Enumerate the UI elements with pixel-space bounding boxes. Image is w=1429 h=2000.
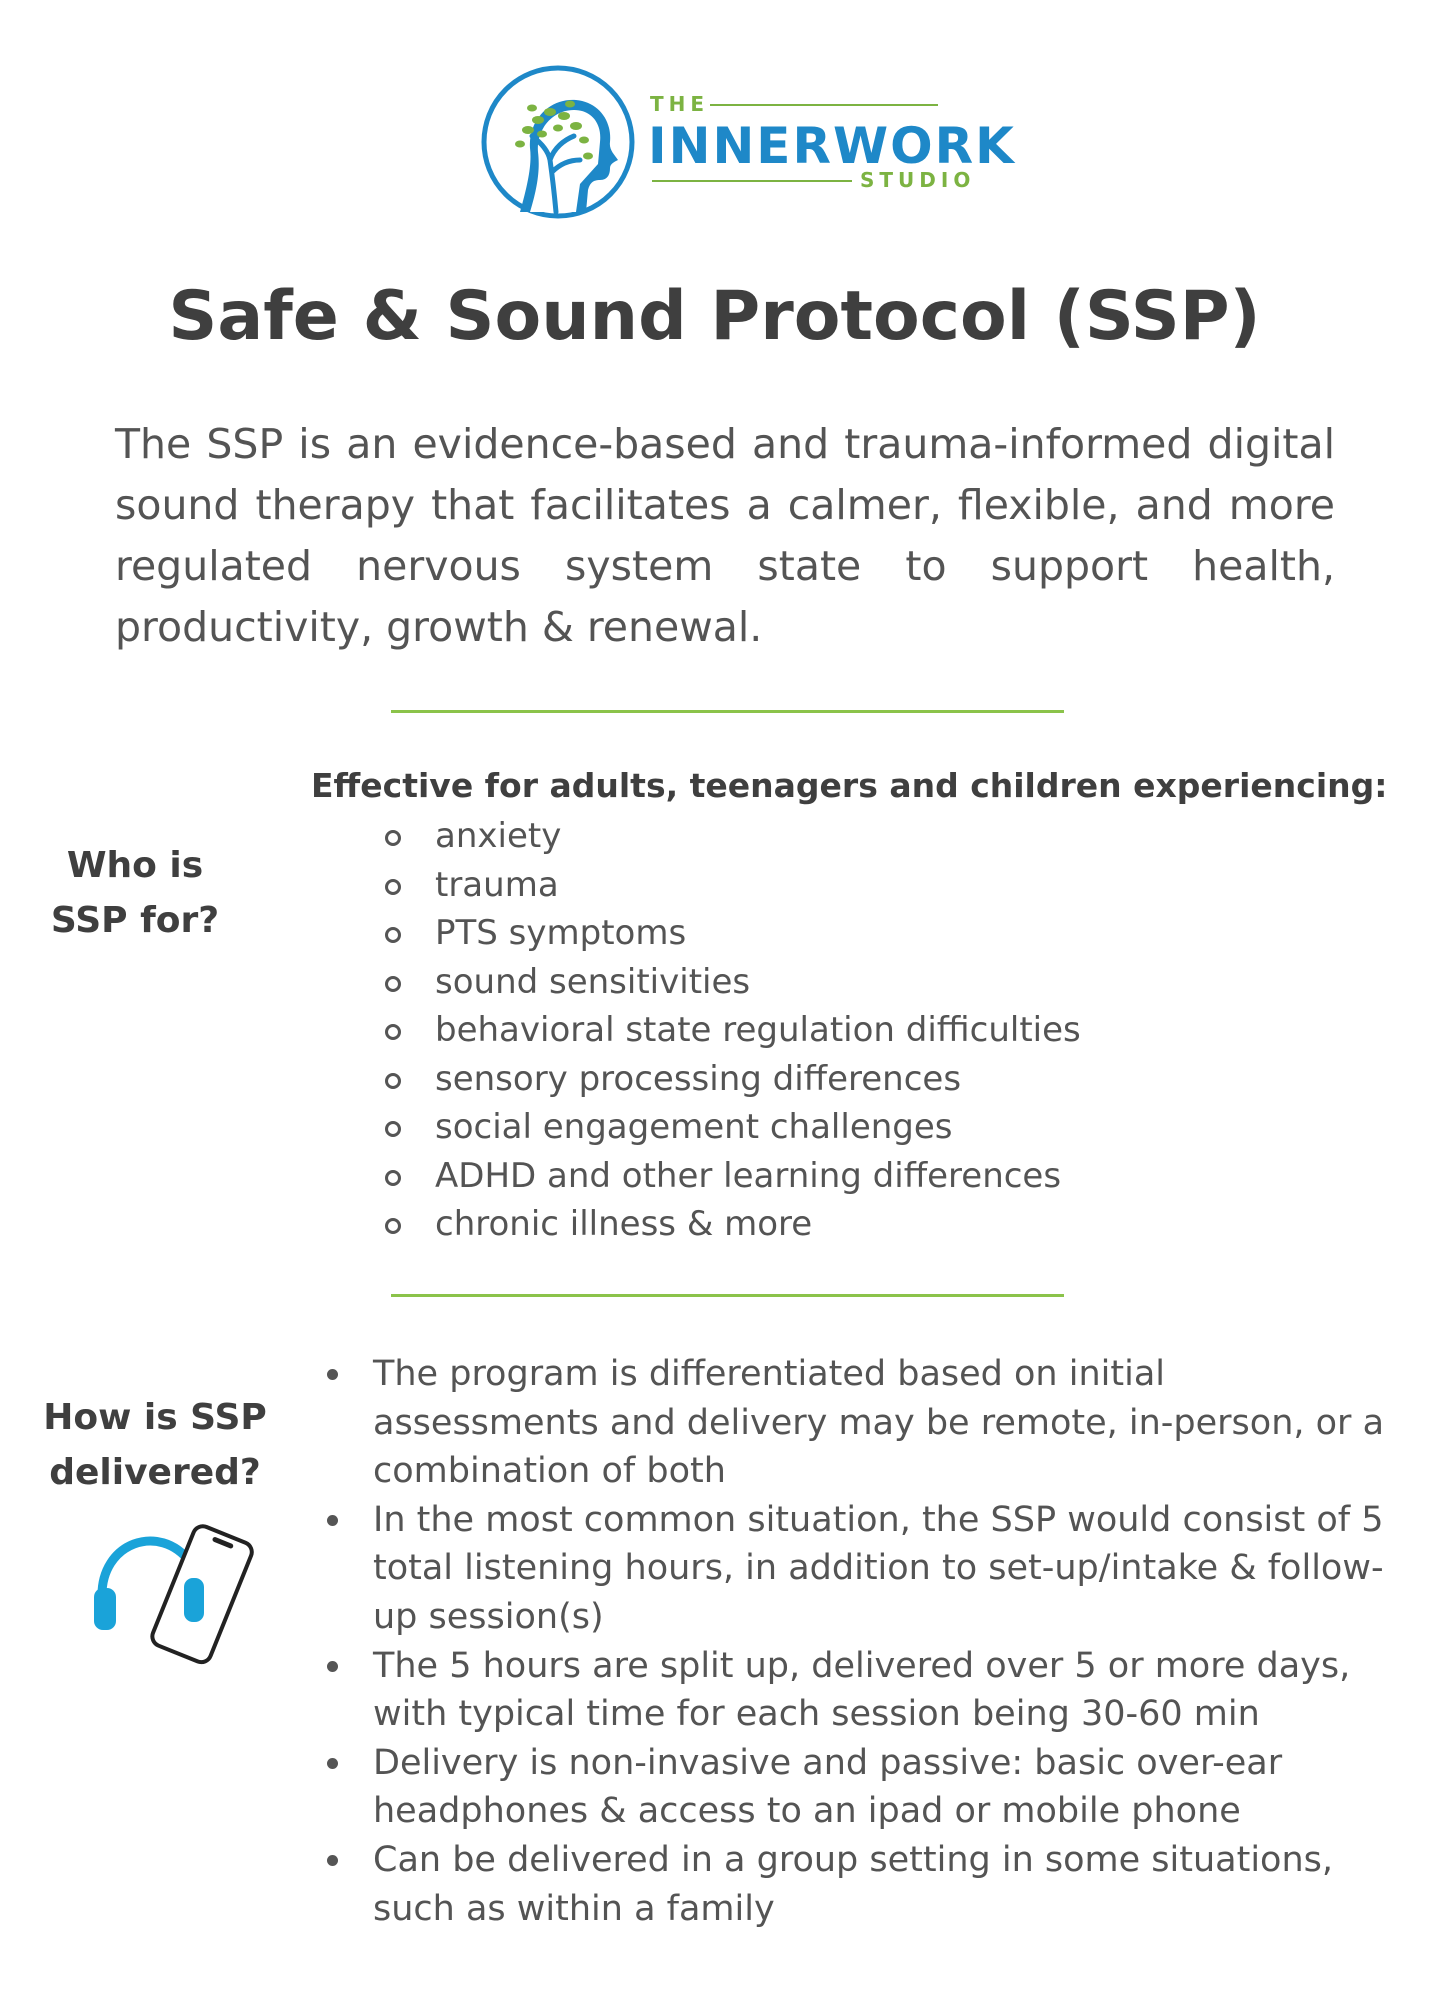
list-item (325, 1836, 1385, 1933)
headphones-phone-icon (90, 1502, 270, 1672)
list-item (385, 1200, 1185, 1249)
who-heading: Effective for adults, teenagers and children experiencing: (311, 766, 1388, 805)
list-item-text: Can be delivered in a group setting in some situations, such as within a family (373, 1839, 1334, 1929)
list-item (325, 1496, 1385, 1642)
list-item-text: The program is differentiated based on initial assessments and delivery may be remote, in-person, or a combination of both (373, 1354, 1385, 1492)
section-divider (391, 710, 1064, 713)
circle-bullet-icon (385, 1073, 401, 1089)
bullet-icon (327, 1661, 338, 1672)
list-item-text: sensory processing differences (435, 1058, 962, 1099)
circle-bullet-icon (385, 830, 401, 846)
intro-paragraph: The SSP is an evidence-based and trauma-informed digital sound therapy that facilitates a calmer, flexible, and more regulated nervous system state to support health, productivity, growth & renewal. (115, 420, 1335, 651)
how-label-line-1: How is SSP (43, 1397, 267, 1438)
list-item (385, 958, 1185, 1007)
circle-bullet-icon (385, 976, 401, 992)
list-item (385, 1006, 1185, 1055)
list-item (385, 1152, 1185, 1201)
logo-top-rule (710, 104, 938, 106)
list-item-text: chronic illness & more (435, 1204, 813, 1244)
who-label-line-2: SSP for? (50, 900, 220, 941)
who-label-line-1: Who is (66, 845, 204, 886)
circle-bullet-icon (385, 879, 401, 895)
logo-the-text: THE (650, 92, 710, 116)
circle-bullet-icon (385, 927, 401, 943)
how-list (325, 1350, 1385, 1933)
brand-logo (480, 64, 1016, 224)
list-item (385, 1103, 1185, 1152)
logo-studio-text: STUDIO (860, 168, 976, 192)
logo-name-text: INNERWORK (648, 117, 1016, 175)
list-item-text: The 5 hours are split up, delivered over 5 or more days, with typical time for each session being 30-60 min (373, 1645, 1351, 1735)
bullet-icon (327, 1758, 338, 1769)
circle-bullet-icon (385, 1170, 401, 1186)
list-item (385, 909, 1185, 958)
list-item (385, 812, 1185, 861)
list-item-text: ADHD and other learning differences (435, 1155, 1062, 1196)
page-title: Safe & Sound Protocol (SSP) (168, 277, 1261, 356)
list-item (325, 1739, 1385, 1836)
circle-bullet-icon (385, 1121, 401, 1137)
list-item-text: In the most common situation, the SSP would consist of 5 total listening hours, in addition to set-up/intake & follow-up session(s) (373, 1499, 1384, 1637)
who-label (30, 838, 240, 948)
list-item (325, 1642, 1385, 1739)
list-item-text: sound sensitivities (435, 961, 751, 1002)
how-label (30, 1390, 280, 1500)
circle-bullet-icon (385, 1218, 401, 1234)
list-item (385, 861, 1185, 910)
list-item-text: social engagement challenges (435, 1107, 953, 1147)
how-label-line-2: delivered? (49, 1452, 261, 1493)
bullet-icon (327, 1369, 338, 1380)
section-divider (391, 1294, 1064, 1297)
tree-head-icon (480, 64, 636, 220)
list-item (325, 1350, 1385, 1496)
logo-bottom-rule (652, 180, 852, 182)
list-item-text: trauma (435, 864, 559, 905)
circle-bullet-icon (385, 1024, 401, 1040)
bullet-icon (327, 1515, 338, 1526)
list-item-text: behavioral state regulation difficulties (435, 1010, 1081, 1050)
who-list (385, 812, 1185, 1249)
bullet-icon (327, 1855, 338, 1866)
list-item-text: Delivery is non-invasive and passive: basic over-ear headphones & access to an ipad or mobile phone (373, 1742, 1283, 1832)
list-item (385, 1055, 1185, 1104)
list-item-text: PTS symptoms (435, 913, 687, 953)
list-item-text: anxiety (435, 816, 562, 856)
